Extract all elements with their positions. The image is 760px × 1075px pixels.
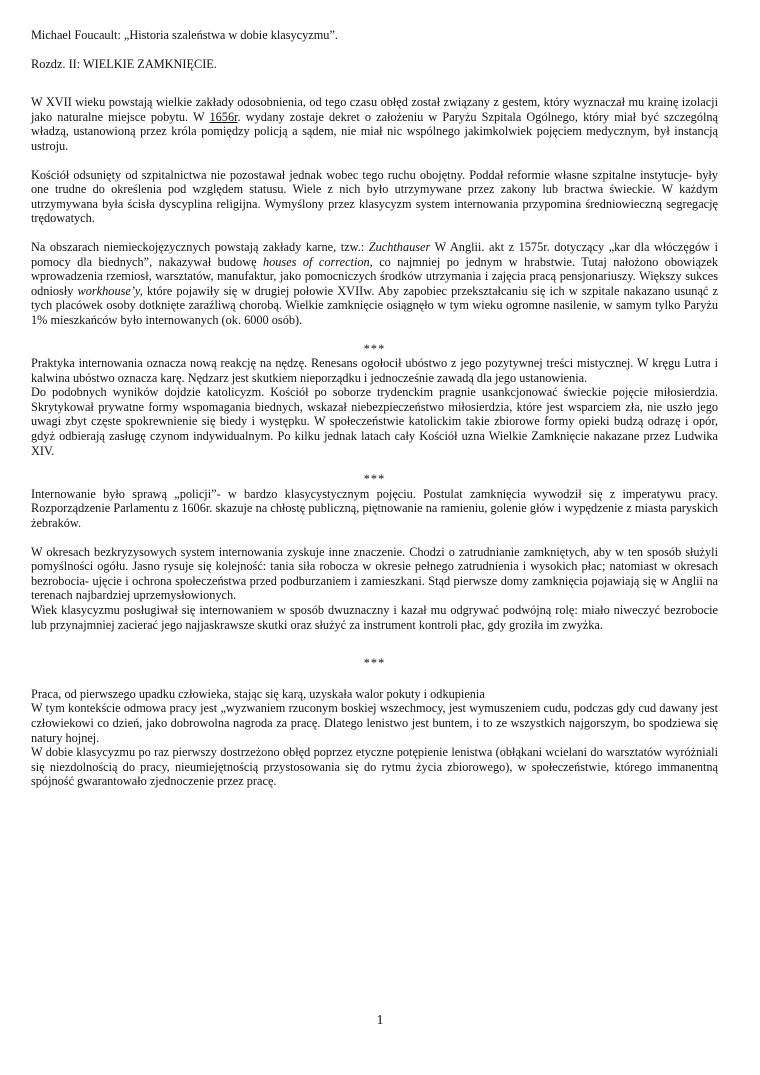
page-number: 1 <box>376 1013 384 1028</box>
paragraph-police: Internowanie było sprawą „policji”- w bardzo klasycystycznym pojęciu. Postulat zamknięcia wywodził się z imperatywu pracy. Rozporządzenie Parlamentu z 1606r. skazuje na chłostę publiczną, piętnowanie na ramieniu, golenie głów i wypędzenie z miasta paryskich żebraków. <box>31 486 718 531</box>
paragraph-correction-houses <box>31 240 718 328</box>
paragraph-dual-role: Wiek klasycyzmu posługiwał się internowaniem w sposób dwuznaczny i kazał mu odgrywać podwójną rolę: miało niweczyć bezrobocie lub przynajmniej zacierać jego najjaskrawsze skutki oraz służyć za instrument kontroli płac, gdy groziła im zwyżka. <box>31 603 718 632</box>
text-segment: . wydany zostaje dekret o założeniu w Paryżu Szpitala Ogólnego, który miał być szczególną władzą, ustanowioną przez króla pomiędzy policją a sądem, nie miał nic wspólnego jakimkolwiek pojęciem medycznym, był instancją ustroju. <box>31 109 718 153</box>
paragraph-refusal-of-work: W tym kontekście odmowa pracy jest „wyzwaniem rzuconym boskiej wszechmocy, jest wymuszeniem cudu, podczas gdy cud dawany jest człowiekowi co dzień, jako dobrowolna nagroda za pracę. Dlatego lenistwo jest buntem, i to ze wszystkich najgorszym, bo spodziewa się natury hojnej. <box>31 701 718 745</box>
paragraph-catholicism: Do podobnych wyników dojdzie katolicyzm. Kościół po soborze trydenckim pragnie usankcjonować świeckie pojęcie miłosierdzia. Skrytykował prywatne formy wspomagania biednych, wskazał niebezpieczeństwo miłosierdzia, które jest wsparciem zła, nie uszło jego uwagi zbyt częste spokrewnienie się biedy i występku. W społeczeństwie katolickim takie zbiorowe formy opieki budzą odrazę i opór, gdyż odbierają zasługę czynom indywidualnym. Po kilku jednak latach cały Kościół uzna Wielkie Zamknięcie nakazane przez Ludwika XIV. <box>31 385 718 458</box>
section-separator: *** <box>363 341 386 356</box>
term-houses-of-correction: houses of correction, <box>262 254 373 269</box>
paragraph-hospital-decree <box>31 95 718 153</box>
year-link: 1656r <box>209 109 238 124</box>
text-segment: co najmniej po jednym w hrabstwie. Tutaj nałożono obowiązek wprowadzenia rzemiosł, warsztatów, manufaktur, jako pomocniczych środków utrzymania i zajęcia pracą pensjonariuszy. Większy sukces odniosły <box>31 254 718 298</box>
term-zuchthauser: Zuchthauser <box>368 239 431 254</box>
text-segment: Na obszarach niemieckojęzycznych powstają zakłady karne, tzw.: <box>31 239 369 254</box>
text-segment: W Anglii. akt z 1575r. dotyczący „kar dla włóczęgów i pomocy dla biednych”, nakazywał budowę <box>31 239 718 269</box>
paragraph-employment: W okresach bezkryzysowych system internowania zyskuje inne znaczenie. Chodzi o zatrudnianie zamkniętych, aby w ten sposób służyli pomyślności ogółu. Jasno rysuje się kolejność: tania siła robocza w okresie pełnego zatrudnienia i wysokich płac; natomiast w okresach bezrobocia- ujęcie i ochrona społeczeństwa przed podburzaniem i zamieszkani. Stąd pierwsze domy zamknięcia pojawiają się w Anglii na terenach najbardziej uprzemysłowionych. <box>31 544 718 603</box>
document-page <box>31 28 718 789</box>
paragraph-poverty: Praktyka internowania oznacza nową reakcję na nędzę. Renesans ogołocił ubóstwo z jego pozytywnej treści mistycznej. W kręgu Lutra i kalwina ubóstwo oznacza karę. Nędzarz jest skutkiem nieporządku i jednocześnie zawadą dla jego ustanowienia. <box>31 356 718 385</box>
section-separator: *** <box>363 472 386 487</box>
chapter-title: Rozdz. II: WIELKIE ZAMKNIĘCIE. <box>31 56 217 71</box>
term-workhouses: workhouse’y, <box>77 283 143 298</box>
document-header: Michael Foucault: „Historia szaleństwa w dobie klasycyzmu”. <box>31 28 338 42</box>
paragraph-idleness-madness: W dobie klasycyzmu po raz pierwszy dostrzeżono obłęd poprzez etyczne potępienie lenistwa (obłąkani wcielani do warsztatów wyróżniali się niezdolnością do pracy, nieumiejętnością przystosowania się do rytmu życia zbiorowego), w społeczeństwie, którego immanentną spójność gwarantowało zjednoczenie przez pracę. <box>31 745 718 789</box>
paragraph-labour-penance: Praca, od pierwszego upadku człowieka, stając się karą, uzyskała walor pokuty i odkupienia <box>31 686 485 701</box>
text-segment: W XVII wieku powstają wielkie zakłady odosobnienia, od tego czasu obłęd został związany z gestem, który wyznaczał mu krainę izolacji jako naturalne miejsce pobytu. W <box>31 95 718 124</box>
paragraph-church: Kościół odsunięty od szpitalnictwa nie pozostawał jednak wobec tego ruchu obojętny. Poddał reformie własne szpitalne instytucje- były one trudne do określenia pod względem statusu. Wiele z nich było utrzymywane przez zakony lub bractwa świeckie. W każdym utrzymywana była ścisła dyscyplina religijna. Wymyślony przez klasycyzm system internowania przypomina średniowieczną segregację trędowatych. <box>31 167 718 226</box>
section-separator: *** <box>363 656 386 671</box>
text-segment: które pojawiły się w drugiej połowie XVIIw. Aby zapobiec przekształcaniu się ich w szpitale nakazano usunąć z tych placówek osoby dotknięte zaraźliwą chorobą. Wielkie zamknięcie osiągnęło w tym wieku ogromne nasilenie, w samym tylko Paryżu 1% mieszkańców było internowanych (ok. 6000 osób). <box>31 283 718 327</box>
